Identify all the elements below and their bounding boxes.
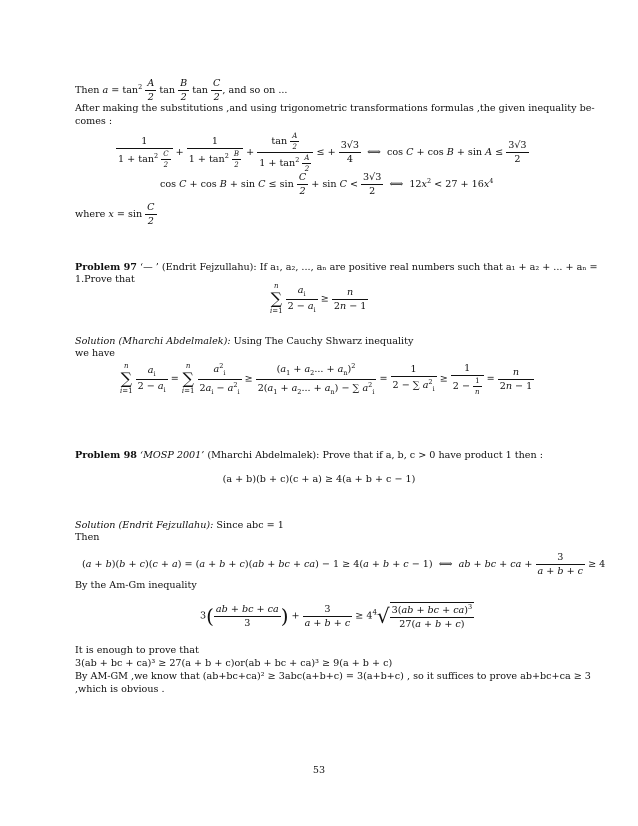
problem-97-text: If a₁, a₂, ..., aₙ are positive real numbers such that a₁ + a₂ + ... + aₙ = xyxy=(256,262,598,273)
solution-98-enough: It is enough to prove that xyxy=(75,645,199,656)
equation-cos-sin: cos C + cos B + sin C ≤ sin $\frac{C}{2}$ + sin C < $\frac{3√3}{2}$ ⟺ $12x^2 < 27 + 16x^4$ xyxy=(160,172,494,197)
solution-98-amgm-text: By the Am-Gm inequality xyxy=(75,580,197,591)
solution-98-line-b: By AM-GM ,we know that (ab+bc+ca)² ≥ 3abc(a+b+c) = 3(a+b+c) , so it suffices to prove ab+bc+ca ≥ 3 xyxy=(75,671,591,682)
solution-97-text: Using The Cauchy Shwarz inequality xyxy=(230,336,414,347)
problem-97-statement xyxy=(75,262,598,274)
problem-98-inequality: (a + b)(b + c)(c + a) ≥ 4(a + b + c − 1) xyxy=(222,474,416,485)
solution-98-line-c: ,which is obvious . xyxy=(75,684,165,695)
problem-98-text: (Mharchi Abdelmalek): Prove that if a, b, c > 0 have product 1 then : xyxy=(204,450,543,461)
problem-97-source: ‘— ’ (Endrit Fejzullahu): xyxy=(140,262,257,273)
where-text: where xyxy=(75,209,109,220)
problem-97-inequality: n ∑ i=1 $\frac{a_i}{2 - a_i}$ ≥ $\frac{n}{2n - 1}$ xyxy=(270,282,367,315)
intro-line-3: comes : xyxy=(75,116,113,127)
solution-98-text: Since abc = 1 xyxy=(213,520,284,531)
solution-97-chain: n ∑ i=1 $\frac{a_i}{2 - a_i}$ = n ∑ i=1 $\frac{a^2_i}{2a_i - a^2_i}$ ≥ $\frac{(a_1 + a_2... + a_n)^2}{2(a_1 + a_2... + a_n) - \sum a^2_i}$ = $\frac{1}{2 - \sum a^2_i}$ ≥ 1 2 − $\frac{1}{n}$ = $\frac{n}{2n - 1}$ xyxy=(120,362,533,396)
solution-97-we-have: we have xyxy=(75,348,115,359)
where-line: where x = sin $\frac{C}{2}$ xyxy=(75,202,155,227)
problem-97-label: Problem 97 xyxy=(75,262,137,273)
problem-98-statement xyxy=(75,450,543,462)
solution-98-header xyxy=(75,520,284,532)
problem-97-text-2: 1.Prove that xyxy=(75,274,135,285)
equation-transformed: 1 $1 + \tan^2$ $\frac{C}{2}$ + 1 $1 + \tan^2$ $\frac{B}{2}$ + tan $\frac{A}{2}$ $1 + \tan^2$ $\frac{A}{2}$ ≤ + $\frac{3√3}{4}$ ⟺ cos C + cos B + sin A ≤ $\frac{3√3}{2}$ xyxy=(118,132,527,173)
intro-then-text: Then xyxy=(75,85,103,96)
page-number: 53 xyxy=(312,765,326,776)
problem-98-source: ‘MOSP 2001’ xyxy=(140,450,205,461)
intro-line-1: Then $a = \tan^2$ $\frac{A}{2}$ tan $\frac{B}{2}$ tan $\frac{C}{2}$ , and so on ... xyxy=(75,78,288,103)
solution-97-label: Solution (Mharchi Abdelmalek): xyxy=(75,336,231,347)
solution-97-header xyxy=(75,336,413,348)
problem-98-label: Problem 98 xyxy=(75,450,137,461)
solution-98-expansion: (a + b)(b + c)(c + a) = (a + b + c)(ab + bc + ca) − 1 ≥ 4(a + b + c − 1) ⟺ ab + bc + ca + $\frac{3}{a + b + c}$ ≥ 4 xyxy=(82,552,606,577)
intro-line-2: After making the substitutions ,and using trigonometric transformations formulas ,the given inequality be- xyxy=(75,103,595,114)
intro-and-so-on: , and so on ... xyxy=(222,85,288,96)
solution-98-then: Then xyxy=(75,532,100,543)
solution-98-label: Solution (Endrit Fejzullahu): xyxy=(75,520,214,531)
solution-98-line-a: 3(ab + bc + ca)³ ≥ 27(a + b + c)or(ab + bc + ca)³ ≥ 9(a + b + c) xyxy=(75,658,393,669)
solution-98-amgm-ineq: 3( $\frac{ab + bc + ca}{3}$ ) + $\frac{3}{a + b + c}$ ≥ $4^4√$ $\frac{3(ab + bc + ca)^3}{27(a + b + c)}$ xyxy=(200,603,473,631)
